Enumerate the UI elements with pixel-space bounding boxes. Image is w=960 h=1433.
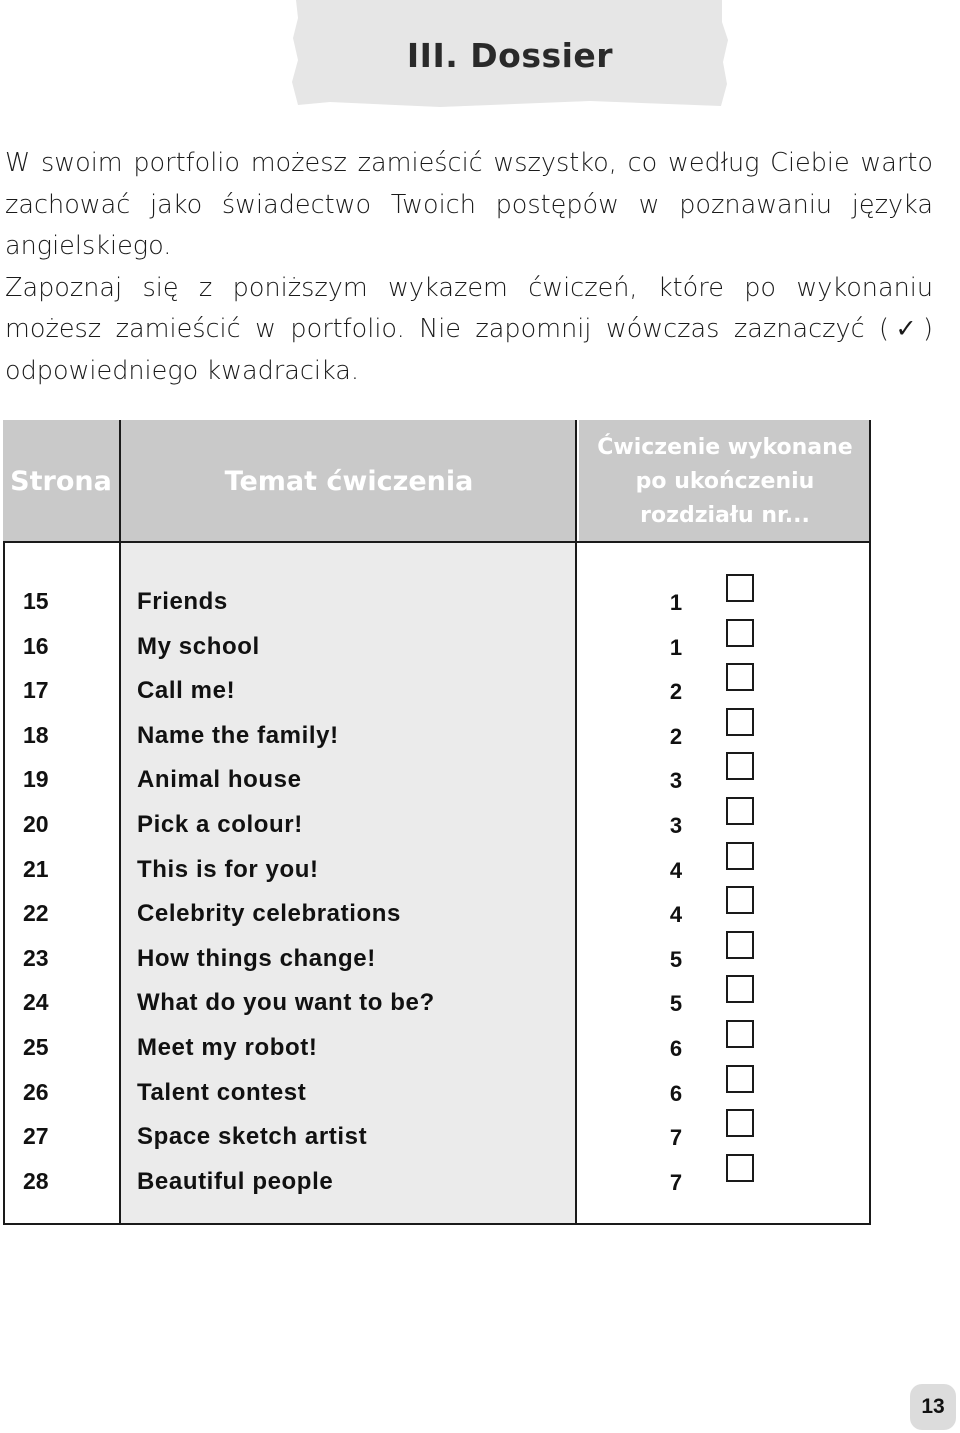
exercise-table xyxy=(3,420,871,1225)
row-chapter-number: 2 xyxy=(669,723,683,749)
row-page-number: 15 xyxy=(23,588,49,614)
table-row xyxy=(3,1168,871,1213)
completion-checkbox[interactable] xyxy=(726,574,754,602)
row-page-number: 18 xyxy=(23,721,49,748)
header-topic-label: Temat ćwiczenia xyxy=(224,466,474,497)
row-chapter-number: 2 xyxy=(669,679,683,705)
row-chapter-number: 7 xyxy=(669,1169,683,1195)
completion-checkbox[interactable] xyxy=(726,619,754,647)
page-number xyxy=(910,1384,956,1430)
row-topic: How things change! xyxy=(137,944,376,972)
row-page-number: 27 xyxy=(23,1123,49,1150)
completion-checkbox[interactable] xyxy=(726,1065,754,1093)
completion-checkbox[interactable] xyxy=(726,931,754,959)
header-divider xyxy=(3,541,871,543)
completion-checkbox[interactable] xyxy=(726,1154,754,1182)
completion-checkbox[interactable] xyxy=(726,1020,754,1048)
intro-paragraph-2: Zapoznaj się z poniższym wykazem ćwiczeń, które po wykonaniu możesz zamieścić w portfolio. Nie zapomnij wówczas zaznaczyć (✓) odpowiedniego kwadracika. xyxy=(5,272,933,386)
table-bottom-border xyxy=(3,1223,871,1225)
row-topic: Call me! xyxy=(137,677,236,705)
row-topic: Celebrity celebrations xyxy=(137,900,401,928)
row-page-number: 23 xyxy=(23,944,49,971)
completion-checkbox[interactable] xyxy=(726,1109,754,1137)
row-chapter-number: 5 xyxy=(669,991,683,1017)
completion-checkbox[interactable] xyxy=(726,975,754,1003)
section-banner xyxy=(290,0,730,112)
row-page-number: 25 xyxy=(23,1033,49,1060)
row-chapter-number: 6 xyxy=(669,1035,683,1061)
completion-checkbox[interactable] xyxy=(726,752,754,780)
row-page-number: 22 xyxy=(23,900,49,927)
completion-checkbox[interactable] xyxy=(726,886,754,914)
row-chapter-number: 3 xyxy=(669,812,683,838)
row-chapter-number: 5 xyxy=(669,946,683,972)
table-rows xyxy=(3,588,871,1212)
page-number-label: 13 xyxy=(921,1395,945,1418)
intro-text xyxy=(5,143,933,392)
row-topic: What do you want to be? xyxy=(137,989,435,1017)
header-completed-line-1: Ćwiczenie wykonane xyxy=(597,434,853,460)
row-chapter-number: 7 xyxy=(669,1125,683,1151)
row-topic: Beautiful people xyxy=(137,1167,334,1195)
row-page-number: 26 xyxy=(23,1078,49,1105)
row-chapter-number: 1 xyxy=(669,634,683,660)
row-chapter-number: 4 xyxy=(669,902,683,928)
row-page-number: 16 xyxy=(23,632,49,659)
page-title: III. Dossier xyxy=(406,36,614,75)
row-topic: Meet my robot! xyxy=(137,1033,318,1061)
row-page-number: 19 xyxy=(23,766,49,793)
row-topic: Animal house xyxy=(137,766,302,794)
row-chapter-number: 6 xyxy=(669,1080,683,1106)
header-topic xyxy=(121,420,577,543)
row-page-number: 28 xyxy=(23,1167,49,1194)
row-topic: Talent contest xyxy=(137,1078,307,1106)
header-completed xyxy=(579,420,871,543)
header-completed-line-3: rozdziału nr... xyxy=(640,502,810,528)
completion-checkbox[interactable] xyxy=(726,708,754,736)
row-topic: Name the family! xyxy=(137,721,339,749)
completion-checkbox[interactable] xyxy=(726,663,754,691)
completion-checkbox[interactable] xyxy=(726,842,754,870)
row-topic: Pick a colour! xyxy=(137,810,303,838)
header-page xyxy=(3,420,119,543)
row-chapter-number: 3 xyxy=(669,768,683,794)
row-topic: My school xyxy=(137,632,260,660)
header-page-label: Strona xyxy=(10,466,112,497)
row-page-number: 21 xyxy=(23,855,49,882)
row-page-number: 24 xyxy=(23,989,49,1016)
row-topic: Friends xyxy=(137,588,228,615)
row-page-number: 17 xyxy=(23,677,49,704)
completion-checkbox[interactable] xyxy=(726,797,754,825)
header-completed-line-2: po ukończeniu xyxy=(635,468,815,494)
row-chapter-number: 1 xyxy=(669,590,683,615)
intro-paragraph-1: W swoim portfolio możesz zamieścić wszystko, co według Ciebie warto zachować jako świadectwo Twoich postępów w poznawaniu języka angielskiego. xyxy=(5,148,933,261)
row-topic: This is for you! xyxy=(137,855,319,883)
row-chapter-number: 4 xyxy=(669,857,683,883)
row-topic: Space sketch artist xyxy=(137,1123,368,1151)
row-page-number: 20 xyxy=(23,810,49,837)
